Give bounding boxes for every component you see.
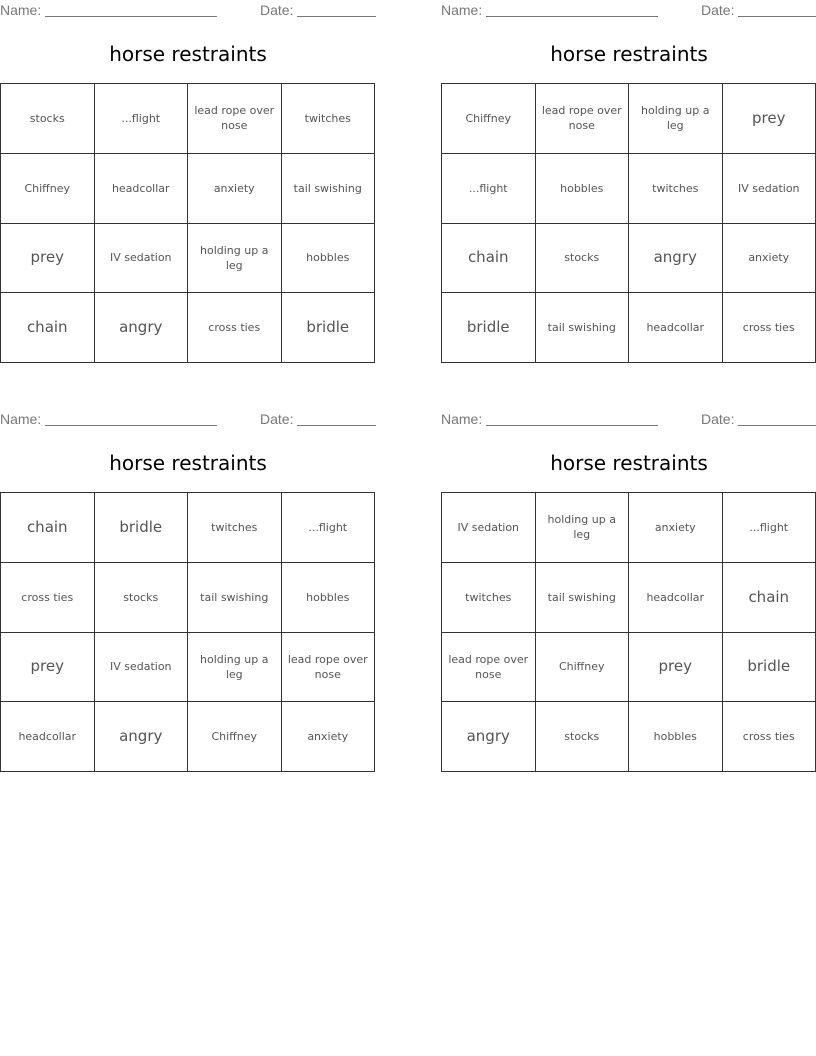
name-blank-line — [486, 16, 658, 17]
bingo-cell: lead rope over nose — [442, 633, 536, 703]
bingo-cell: tail swishing — [536, 563, 630, 633]
bingo-cell: anxiety — [629, 493, 723, 563]
bingo-cell: twitches — [188, 493, 282, 563]
bingo-cell: Chiffney — [442, 84, 536, 154]
bingo-cell: Chiffney — [188, 702, 282, 772]
bingo-cell: holding up a leg — [629, 84, 723, 154]
bingo-cell: IV sedation — [95, 633, 189, 703]
bingo-cell: hobbles — [629, 702, 723, 772]
card-title: horse restraints — [109, 42, 267, 66]
bingo-cell: ...flight — [282, 493, 376, 563]
bingo-cell: headcollar — [629, 293, 723, 363]
bingo-cell: holding up a leg — [188, 633, 282, 703]
bingo-cell: chain — [1, 293, 95, 363]
bingo-cell: anxiety — [723, 224, 816, 294]
bingo-cell: stocks — [95, 563, 189, 633]
bingo-cell: IV sedation — [442, 493, 536, 563]
bingo-cell: Chiffney — [536, 633, 630, 703]
bingo-cell: angry — [629, 224, 723, 294]
bingo-cell: prey — [629, 633, 723, 703]
date-label: Date: — [701, 2, 735, 18]
bingo-cell: ...flight — [442, 154, 536, 224]
bingo-cell: chain — [723, 563, 816, 633]
name-blank-line — [45, 425, 217, 426]
bingo-cell: bridle — [723, 633, 816, 703]
bingo-cell: chain — [442, 224, 536, 294]
date-blank-line — [297, 16, 376, 17]
bingo-cell: holding up a leg — [536, 493, 630, 563]
bingo-cell: angry — [95, 702, 189, 772]
bingo-grid — [0, 83, 375, 363]
name-date-row — [0, 0, 376, 20]
bingo-cell: cross ties — [723, 293, 816, 363]
bingo-cell: twitches — [442, 563, 536, 633]
name-date-row — [441, 409, 816, 429]
bingo-cell: stocks — [1, 84, 95, 154]
name-label: Name: — [441, 2, 483, 18]
bingo-cell: ...flight — [723, 493, 816, 563]
bingo-cell: lead rope over nose — [188, 84, 282, 154]
bingo-cell: lead rope over nose — [536, 84, 630, 154]
bingo-grid — [441, 83, 816, 363]
bingo-cell: hobbles — [282, 224, 376, 294]
bingo-cell: prey — [1, 224, 95, 294]
bingo-cell: hobbles — [536, 154, 630, 224]
bingo-cell: headcollar — [95, 154, 189, 224]
date-blank-line — [738, 16, 816, 17]
name-date-row — [441, 0, 816, 20]
bingo-cell: ...flight — [95, 84, 189, 154]
bingo-cell: hobbles — [282, 563, 376, 633]
bingo-cell: bridle — [282, 293, 376, 363]
bingo-cell: stocks — [536, 224, 630, 294]
date-label: Date: — [701, 411, 735, 427]
bingo-cell: prey — [723, 84, 816, 154]
bingo-cell: cross ties — [188, 293, 282, 363]
bingo-grid — [0, 492, 375, 772]
date-label: Date: — [260, 2, 294, 18]
card-title: horse restraints — [550, 42, 708, 66]
bingo-cell: bridle — [442, 293, 536, 363]
name-label: Name: — [0, 411, 42, 427]
bingo-cell: stocks — [536, 702, 630, 772]
bingo-cell: anxiety — [282, 702, 376, 772]
bingo-cell: tail swishing — [188, 563, 282, 633]
bingo-cell: tail swishing — [536, 293, 630, 363]
bingo-cell: twitches — [629, 154, 723, 224]
date-blank-line — [297, 425, 376, 426]
bingo-cell: chain — [1, 493, 95, 563]
name-blank-line — [45, 16, 217, 17]
bingo-cell: IV sedation — [95, 224, 189, 294]
bingo-grid — [441, 492, 816, 772]
name-label: Name: — [0, 2, 42, 18]
name-label: Name: — [441, 411, 483, 427]
bingo-cell: angry — [442, 702, 536, 772]
bingo-cell: headcollar — [1, 702, 95, 772]
bingo-cell: anxiety — [188, 154, 282, 224]
bingo-cell: cross ties — [723, 702, 816, 772]
card-title: horse restraints — [109, 451, 267, 475]
bingo-cell: twitches — [282, 84, 376, 154]
bingo-cell: tail swishing — [282, 154, 376, 224]
name-date-row — [0, 409, 376, 429]
bingo-cell: prey — [1, 633, 95, 703]
date-blank-line — [738, 425, 816, 426]
bingo-cell: Chiffney — [1, 154, 95, 224]
date-label: Date: — [260, 411, 294, 427]
bingo-cell: bridle — [95, 493, 189, 563]
card-title: horse restraints — [550, 451, 708, 475]
name-blank-line — [486, 425, 658, 426]
bingo-cell: IV sedation — [723, 154, 816, 224]
bingo-cell: headcollar — [629, 563, 723, 633]
bingo-cell: holding up a leg — [188, 224, 282, 294]
bingo-cell: lead rope over nose — [282, 633, 376, 703]
bingo-cell: angry — [95, 293, 189, 363]
bingo-cell: cross ties — [1, 563, 95, 633]
